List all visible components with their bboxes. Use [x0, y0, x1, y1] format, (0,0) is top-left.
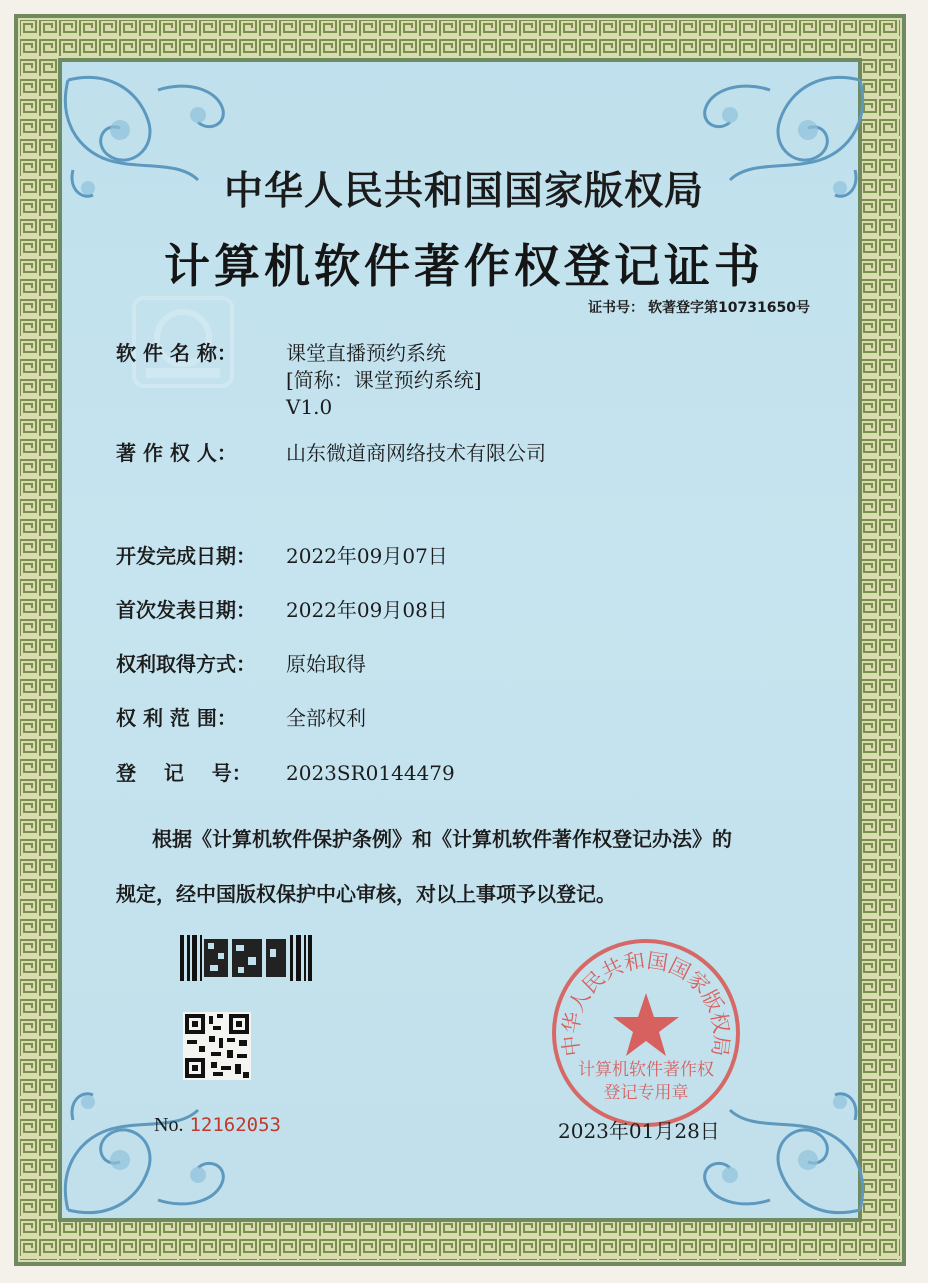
publish-date-label: 首次发表日期： [116, 598, 256, 622]
rights-scope-value: 全部权利 [286, 706, 366, 730]
issue-date: 2023年01月28日 [558, 1119, 720, 1143]
software-version-line: V1.0 [286, 395, 333, 419]
seal-center-line-1: 计算机软件著作权 [578, 1060, 714, 1080]
software-name-label: 软 件 名 称： [116, 341, 237, 365]
software-short-name-line: [简称：课堂预约系统] [286, 368, 482, 392]
serial-number-value: 12162053 [189, 1114, 281, 1136]
barcode-icon [180, 935, 312, 981]
official-seal [548, 935, 744, 1131]
certificate-number-value: 软著登字第10731650号 [648, 300, 810, 316]
seal-star-icon [613, 993, 679, 1056]
owner-label: 著 作 权 人： [116, 441, 237, 465]
certificate-title: 计算机软件著作权登记证书 [164, 239, 764, 293]
authority-title: 中华人民共和国国家版权局 [223, 168, 704, 214]
registration-number-label: 登 记 号： [116, 761, 252, 785]
qr-code-icon [183, 1012, 251, 1080]
serial-number [154, 1114, 281, 1137]
seal-ring-text: 中华人民共和国国家版权局 [558, 948, 734, 1058]
owner-value: 山东微道商网络技术有限公司 [286, 441, 546, 465]
dev-date-value: 2022年09月07日 [286, 544, 448, 568]
dev-date-label: 开发完成日期： [116, 544, 256, 568]
seal-center-line-2: 登记专用章 [603, 1083, 689, 1103]
software-name-value [286, 340, 482, 421]
rights-scope-label: 权 利 范 围： [116, 706, 237, 730]
statement-line-1: 根据《计算机软件保护条例》和《计算机软件著作权登记办法》的 [152, 827, 732, 851]
acquire-method-value: 原始取得 [286, 652, 366, 676]
serial-number-label: No. [154, 1114, 184, 1136]
acquire-method-label: 权利取得方式： [116, 652, 256, 676]
certificate-number-label: 证书号： [588, 300, 645, 316]
publish-date-value: 2022年09月08日 [286, 598, 448, 622]
software-name-line: 课堂直播预约系统 [286, 341, 446, 365]
registration-number-value: 2023SR0144479 [286, 761, 455, 785]
statement-line-2: 规定，经中国版权保护中心审核，对以上事项予以登记。 [116, 882, 616, 906]
corner-ornament-icon [48, 1080, 238, 1230]
certificate-number [584, 297, 810, 317]
